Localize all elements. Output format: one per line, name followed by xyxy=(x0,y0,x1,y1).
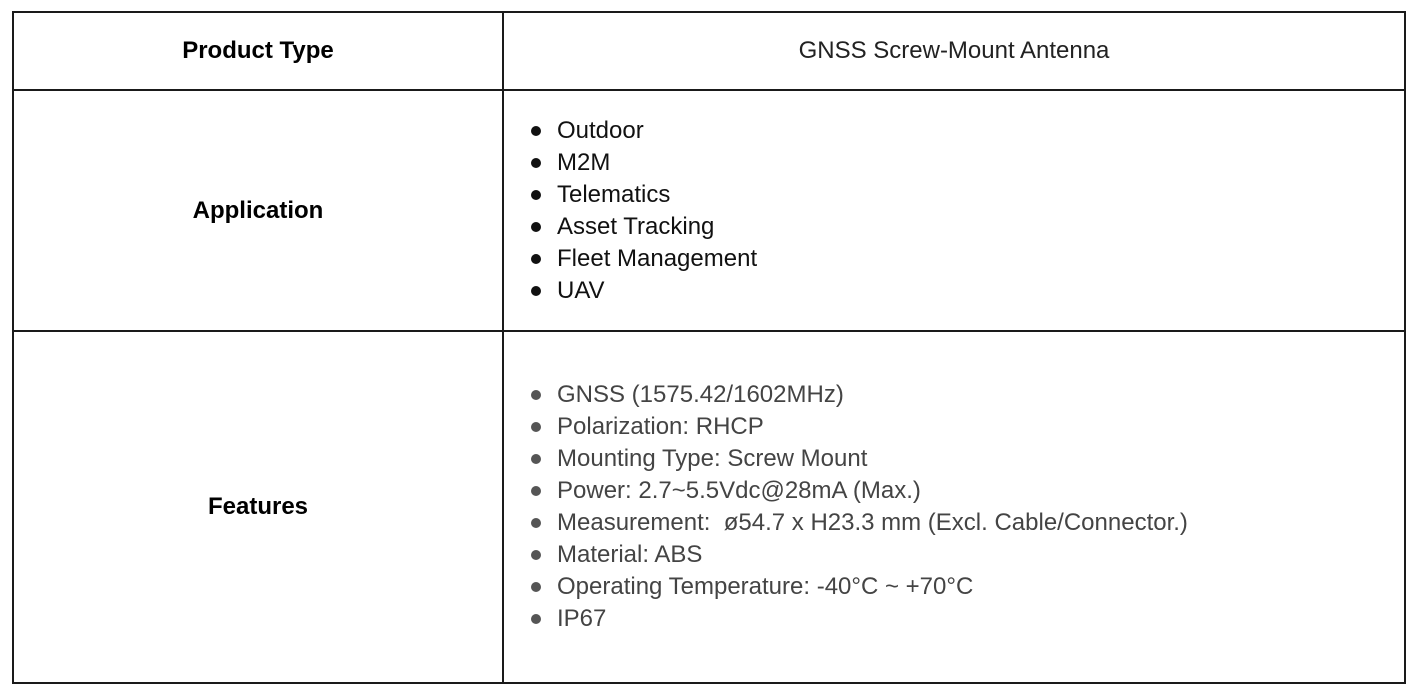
list-item xyxy=(530,115,1404,147)
application-list xyxy=(504,115,1404,307)
bullet-icon xyxy=(531,454,541,464)
application-item-text: Telematics xyxy=(557,180,671,208)
spec-table xyxy=(12,11,1406,684)
row-features xyxy=(13,331,1405,683)
feature-item-text: GNSS (1575.42/1602MHz) xyxy=(557,381,844,408)
bullet-icon xyxy=(531,158,541,168)
application-item-text: UAV xyxy=(557,276,605,304)
feature-item-text: Power: 2.7~5.5Vdc@28mA (Max.) xyxy=(557,477,921,504)
row-application xyxy=(13,90,1405,331)
list-item xyxy=(530,539,1404,571)
bullet-icon xyxy=(531,614,541,624)
application-label: Application xyxy=(13,90,503,331)
feature-item-text: Operating Temperature: -40°C ~ +70°C xyxy=(557,573,974,600)
features-label: Features xyxy=(13,331,503,683)
list-item xyxy=(530,571,1404,603)
bullet-icon xyxy=(531,486,541,496)
application-item-text: Fleet Management xyxy=(557,244,758,272)
bullet-icon xyxy=(531,286,541,296)
bullet-icon xyxy=(531,254,541,264)
list-item xyxy=(530,475,1404,507)
application-item-text: M2M xyxy=(557,148,611,176)
product-type-label: Product Type xyxy=(13,12,503,90)
application-value-cell xyxy=(503,90,1405,331)
feature-item-text: Mounting Type: Screw Mount xyxy=(557,445,868,472)
list-item xyxy=(530,243,1404,275)
features-value-cell xyxy=(503,331,1405,683)
feature-item-text: Polarization: RHCP xyxy=(557,413,764,440)
bullet-icon xyxy=(531,126,541,136)
bullet-icon xyxy=(531,518,541,528)
list-item xyxy=(530,379,1404,411)
application-item-text: Asset Tracking xyxy=(557,212,715,240)
features-list xyxy=(504,379,1404,635)
bullet-icon xyxy=(531,422,541,432)
list-item xyxy=(530,603,1404,635)
list-item xyxy=(530,443,1404,475)
feature-item-text: Material: ABS xyxy=(557,541,703,568)
feature-item-text: Measurement: ø54.7 x H23.3 mm (Excl. Cable/Connector.) xyxy=(557,509,1188,536)
list-item xyxy=(530,275,1404,307)
application-item-text: Outdoor xyxy=(557,116,644,144)
list-item xyxy=(530,507,1404,539)
product-type-value: GNSS Screw-Mount Antenna xyxy=(503,12,1405,90)
bullet-icon xyxy=(531,190,541,200)
bullet-icon xyxy=(531,582,541,592)
row-product-type xyxy=(13,12,1405,90)
bullet-icon xyxy=(531,550,541,560)
list-item xyxy=(530,179,1404,211)
list-item xyxy=(530,411,1404,443)
bullet-icon xyxy=(531,390,541,400)
bullet-icon xyxy=(531,222,541,232)
list-item xyxy=(530,211,1404,243)
feature-item-text: IP67 xyxy=(557,605,607,632)
list-item xyxy=(530,147,1404,179)
